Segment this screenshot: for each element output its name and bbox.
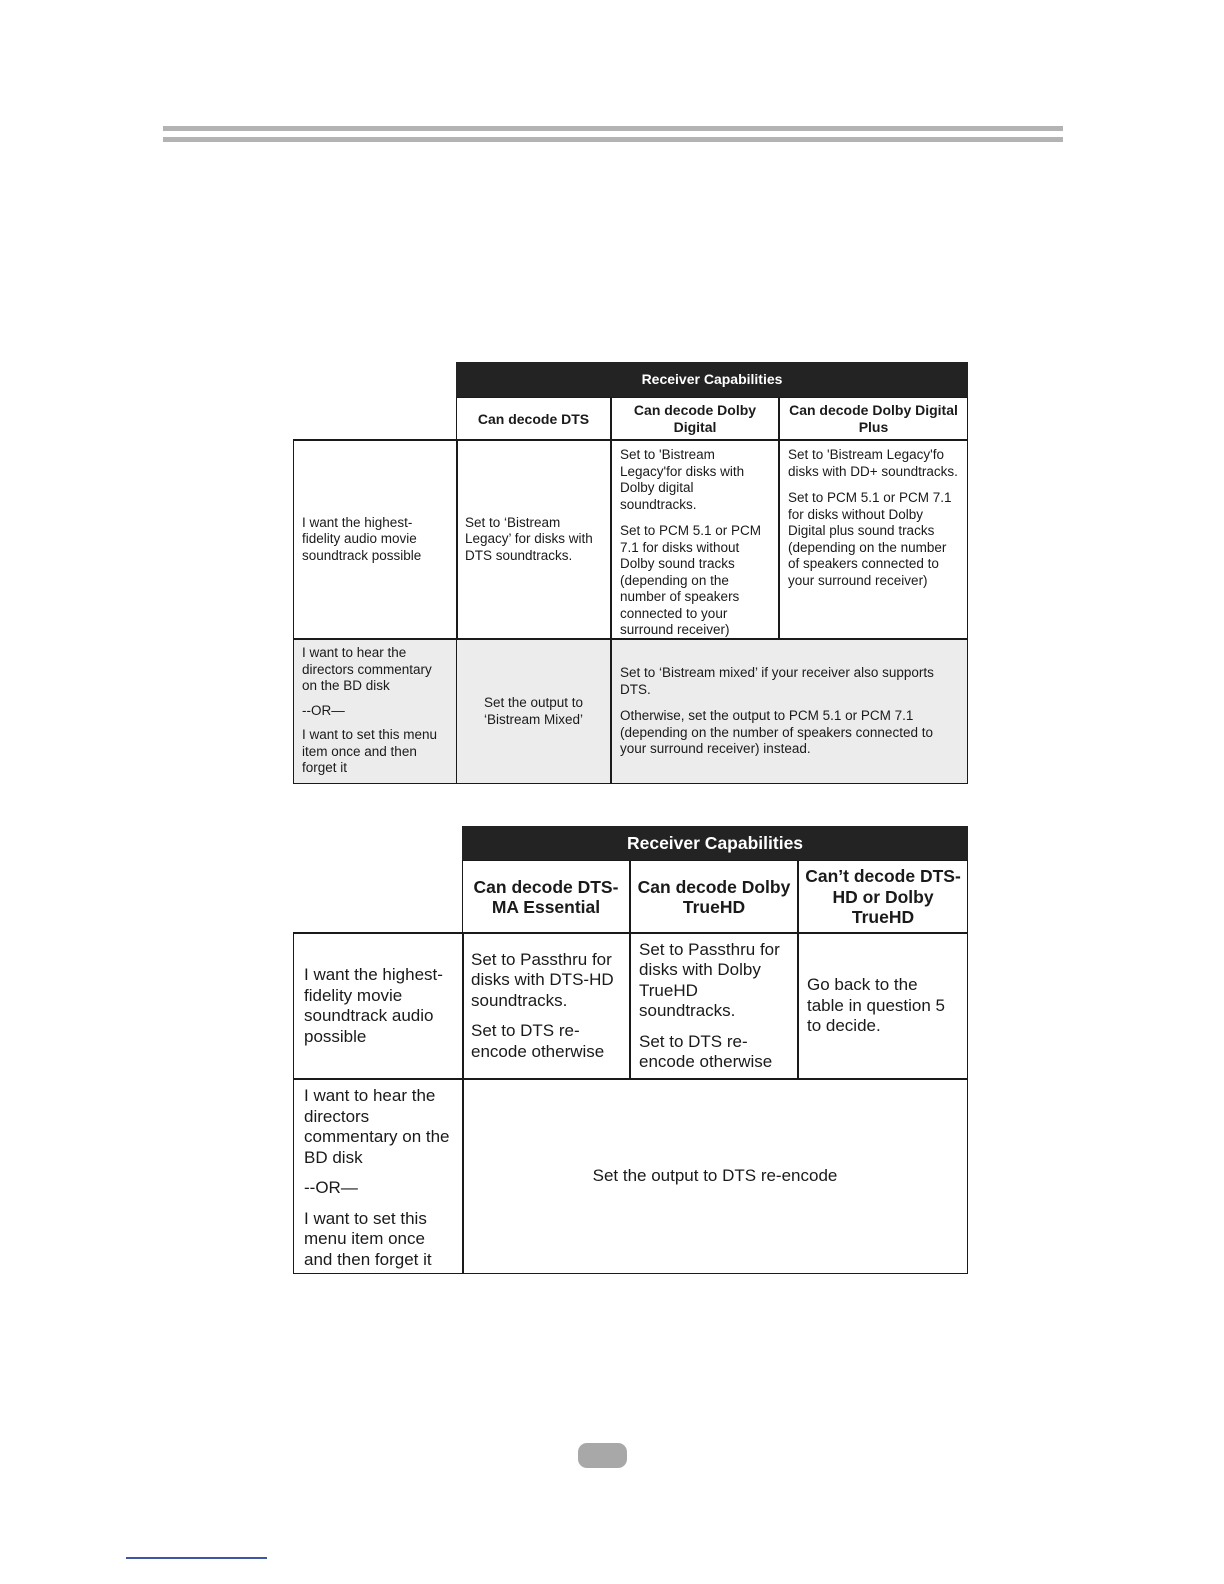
- table2-row1-cant-decode: Go back to the table in question 5 to decide.: [798, 932, 968, 1079]
- table1-row1-label: I want the highest-fidelity audio movie soundtrack possible: [293, 439, 458, 639]
- table1-row2-merged: Set to ‘Bistream mixed’ if your receiver also supports DTS. Otherwise, set the output to PCM 5.1 or PCM 7.1 (depending on the number of speakers connected to your surround receiver) instead.: [611, 639, 968, 784]
- header-rule-bottom: [163, 137, 1063, 142]
- table1-caption: Receiver Capabilities: [456, 362, 968, 397]
- table2-caption: Receiver Capabilities: [462, 826, 968, 860]
- table2-row2-label: I want to hear the directors commentary on the BD disk --OR— I want to set this menu item once and then forget it: [293, 1079, 464, 1274]
- table1-col-dts: Can decode DTS: [456, 397, 611, 441]
- table2-col-dts-ma: Can decode DTS-MA Essential: [462, 860, 630, 934]
- page-number-badge: [578, 1443, 627, 1468]
- table2-row1-dts-ma: Set to Passthru for disks with DTS-HD soundtracks. Set to DTS re-encode otherwise: [462, 932, 630, 1079]
- table2-col-dolby-truehd: Can decode Dolby TrueHD: [630, 860, 798, 934]
- table2-row2-merged: Set the output to DTS re-encode: [462, 1079, 968, 1274]
- audio-settings-table-2: [293, 826, 968, 1274]
- audio-settings-table-1: [293, 362, 968, 784]
- footer-link-line: [126, 1557, 267, 1559]
- table2-row1-dolby-truehd: Set to Passthru for disks with Dolby TrueHD soundtracks. Set to DTS re-encode otherwise: [630, 932, 798, 1079]
- table1-row1-dolby-digital-plus: Set to 'Bistream Legacy'fo disks with DD+ soundtracks. Set to PCM 5.1 or PCM 7.1 for disks without Dolby Digital plus sound tracks (depending on the number of speakers connected to your surround receiver): [779, 439, 968, 639]
- table2-row1-label: I want the highest-fidelity movie soundtrack audio possible: [293, 932, 464, 1079]
- table1-row2-label: I want to hear the directors commentary on the BD disk --OR— I want to set this menu item once and then forget it: [293, 639, 458, 784]
- table1-row1-dolby-digital: Set to 'Bistream Legacy'for disks with Dolby digital soundtracks. Set to PCM 5.1 or PCM 7.1 for disks without Dolby sound tracks (depending on the number of speakers connected to your surround receiver): [611, 439, 779, 639]
- table1-col-dolby-digital: Can decode Dolby Digital: [611, 397, 779, 441]
- table2-col-cant-decode: Can’t decode DTS-HD or Dolby TrueHD: [798, 860, 968, 934]
- table1-row2-dts: Set the output to ‘Bistream Mixed’: [456, 639, 611, 784]
- table1-row1-dts: Set to ‘Bistream Legacy’ for disks with DTS soundtracks.: [456, 439, 611, 639]
- table1-col-dolby-digital-plus: Can decode Dolby Digital Plus: [779, 397, 968, 441]
- header-rule-top: [163, 126, 1063, 131]
